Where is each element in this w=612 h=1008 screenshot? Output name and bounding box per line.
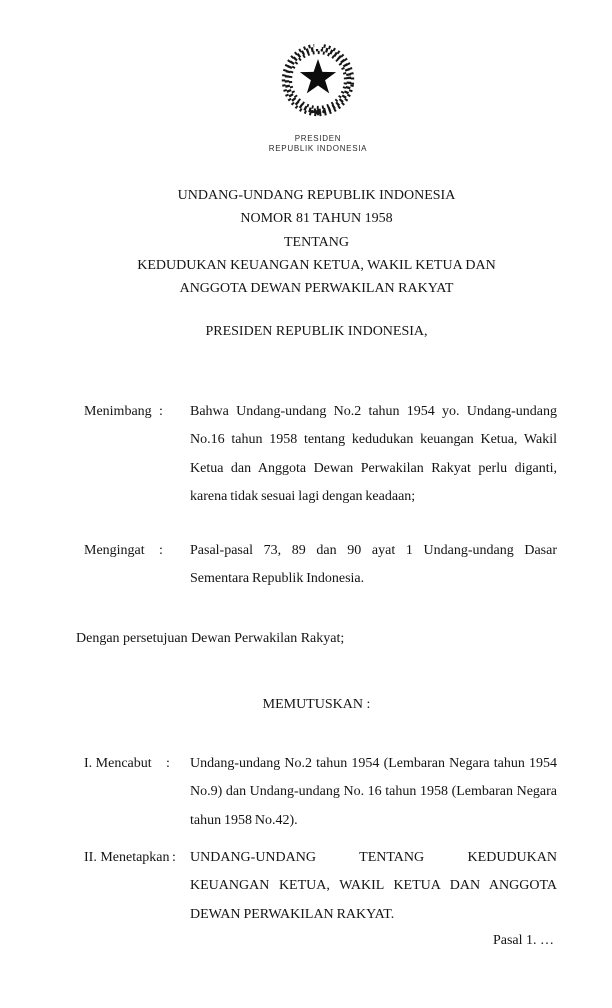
wreath-top-gap bbox=[314, 40, 322, 49]
catchword-pasal-1: Pasal 1. … bbox=[492, 933, 554, 948]
clause-menetapkan bbox=[76, 844, 557, 929]
clause-label: Menimbang bbox=[84, 404, 152, 419]
seal-emblem-icon bbox=[278, 40, 358, 120]
salutation: PRESIDEN REPUBLIK INDONESIA, bbox=[205, 324, 428, 339]
clause-menimbang bbox=[76, 398, 557, 511]
law-subject-line2: ANGGOTA DEWAN PERWAKILAN RAKYAT bbox=[179, 281, 454, 297]
clause-mengingat bbox=[76, 537, 557, 594]
seal-ribbon-icon bbox=[311, 109, 326, 116]
clause-label: I. Mencabut bbox=[84, 756, 152, 771]
clause-colon: : bbox=[166, 756, 170, 771]
seal-caption bbox=[218, 134, 418, 154]
clause-text: Pasal-pasal 73, 89 dan 90 ayat 1 Undang-undang Dasar Sementara Republik Indonesia. bbox=[190, 543, 557, 587]
seal-caption-line1: PRESIDEN bbox=[294, 134, 342, 143]
decision-heading: MEMUTUSKAN : bbox=[262, 697, 371, 712]
clause-label: Mengingat bbox=[84, 543, 145, 558]
clause-colon: : bbox=[159, 543, 163, 558]
law-tentang-line: TENTANG bbox=[284, 234, 349, 250]
clause-text: UNDANG-UNDANG TENTANG KEDUDUKAN KEUANGAN KETUA, WAKIL KETUA DAN ANGGOTA DEWAN PERWAKILAN RAKYAT. bbox=[190, 850, 557, 922]
seal-caption-line2: REPUBLIK INDONESIA bbox=[268, 144, 368, 153]
clause-mencabut bbox=[76, 750, 557, 835]
agreement-line: Dengan persetujuan Dewan Perwakilan Rakyat; bbox=[76, 631, 345, 646]
law-title-line: UNDANG-UNDANG REPUBLIK INDONESIA bbox=[177, 188, 456, 203]
law-number-line: NOMOR 81 TAHUN 1958 bbox=[240, 211, 393, 227]
clause-label: II. Menetapkan bbox=[84, 850, 170, 865]
clause-text: Bahwa Undang-undang No.2 tahun 1954 yo. Undang-undang No.16 tahun 1958 tentang kedudukan keuangan Ketua, Wakil Ketua dan Anggota Dewan Perwakilan Rakyat perlu diganti, karena tidak sesuai lagi dengan keadaan; bbox=[190, 404, 557, 504]
clause-colon: : bbox=[159, 404, 163, 419]
law-subject-line1: KEDUDUKAN KEUANGAN KETUA, WAKIL KETUA DAN bbox=[137, 257, 496, 273]
seal-star-icon bbox=[300, 59, 336, 93]
clause-colon: : bbox=[172, 850, 176, 865]
clause-text: Undang-undang No.2 tahun 1954 (Lembaran Negara tahun 1954 No.9) dan Undang-undang No. 16 tahun 1958 (Lembaran Negara tahun 1958 No.42). bbox=[190, 756, 557, 828]
law-title bbox=[76, 184, 557, 300]
